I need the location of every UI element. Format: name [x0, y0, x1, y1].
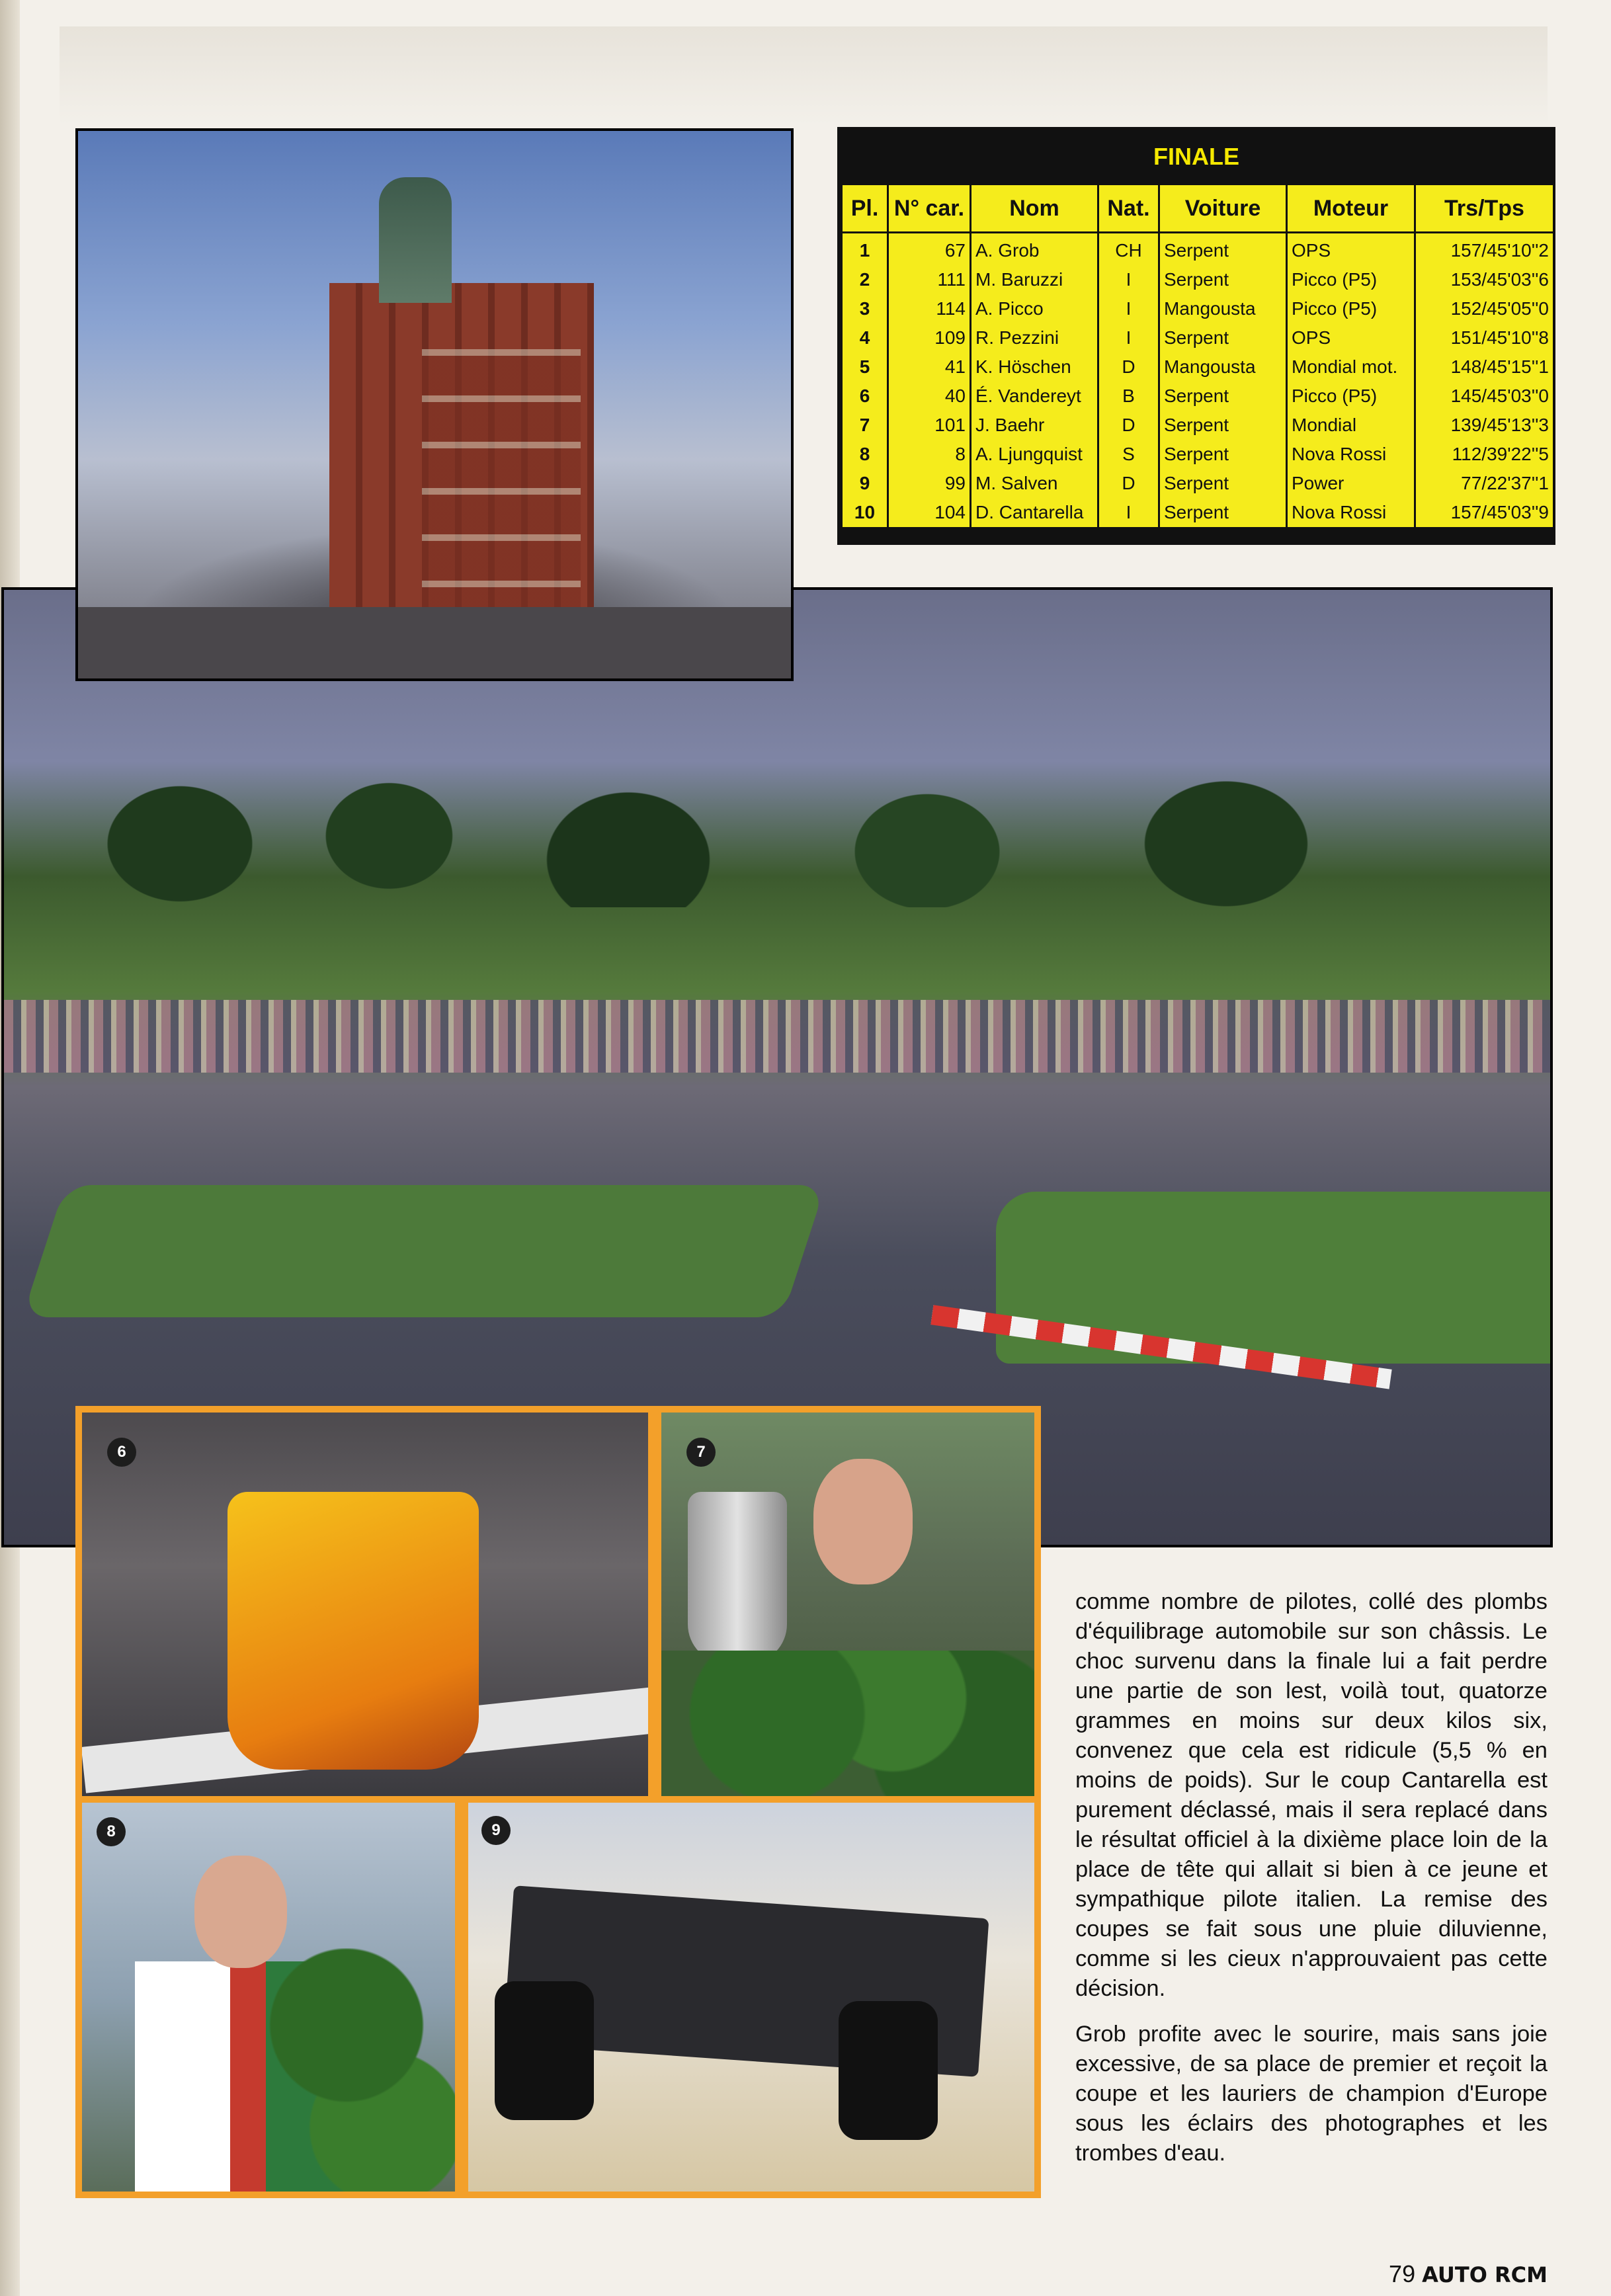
cell-pl: 6	[842, 382, 888, 411]
photo-number-badge: 9	[481, 1816, 511, 1845]
cell-nom: R. Pezzini	[971, 323, 1098, 352]
photo-number-badge: 7	[686, 1438, 716, 1467]
cell-tps: 77/22'37''1	[1415, 469, 1554, 498]
cell-nom: J. Baehr	[971, 411, 1098, 440]
photo-building	[75, 128, 794, 681]
cell-car: 114	[888, 294, 971, 323]
cell-pl: 1	[842, 233, 888, 266]
cell-tps: 152/45'05''0	[1415, 294, 1554, 323]
photo-8-driver	[75, 1796, 462, 2198]
cell-moteur: Power	[1287, 469, 1415, 498]
table-row	[842, 265, 1554, 294]
cell-voiture: Serpent	[1159, 411, 1287, 440]
cell-moteur: Nova Rossi	[1287, 498, 1415, 527]
photo-number-badge: 8	[97, 1817, 126, 1846]
cell-nat: CH	[1098, 233, 1159, 266]
table-row	[842, 469, 1554, 498]
header-nom: Nom	[971, 184, 1098, 233]
header-nat: Nat.	[1098, 184, 1159, 233]
header-tps: Trs/Tps	[1415, 184, 1554, 233]
cell-nat: I	[1098, 323, 1159, 352]
cell-moteur: OPS	[1287, 323, 1415, 352]
cell-voiture: Serpent	[1159, 440, 1287, 469]
page-number: 79	[1389, 2260, 1416, 2287]
cell-pl: 5	[842, 352, 888, 382]
cell-pl: 8	[842, 440, 888, 469]
header-voiture: Voiture	[1159, 184, 1287, 233]
cell-tps: 148/45'15''1	[1415, 352, 1554, 382]
header-moteur: Moteur	[1287, 184, 1415, 233]
cell-tps: 112/39'22''5	[1415, 440, 1554, 469]
table-row	[842, 323, 1554, 352]
header-car: N° car.	[888, 184, 971, 233]
results-header-row	[842, 184, 1554, 233]
table-row	[842, 382, 1554, 411]
cell-tps: 153/45'03''6	[1415, 265, 1554, 294]
cell-nom: M. Salven	[971, 469, 1098, 498]
cell-pl: 9	[842, 469, 888, 498]
page-footer	[1389, 2260, 1548, 2288]
cell-car: 99	[888, 469, 971, 498]
table-row	[842, 440, 1554, 469]
cell-car: 40	[888, 382, 971, 411]
results-title: FINALE	[841, 130, 1552, 183]
table-row	[842, 498, 1554, 527]
cell-nom: D. Cantarella	[971, 498, 1098, 527]
table-row	[842, 411, 1554, 440]
cell-moteur: OPS	[1287, 233, 1415, 266]
cell-car: 101	[888, 411, 971, 440]
cell-nat: B	[1098, 382, 1159, 411]
cell-voiture: Serpent	[1159, 265, 1287, 294]
article-paragraph: comme nombre de pilotes, collé des plombs d'équilibrage automobile sur son châssis. Le choc survenu dans la finale lui a fait perdre une partie de son lest, voilà tout, quatorze grammes en moins sur deux kilos six, convenez que cela est ridicule (5,5 % en moins de poids). Sur le coup Cantarella est purement déclassé, mais il sera replacé dans le résultat officiel à la dixième place loin de la place de tête qui allait si bien à ce jeune et sympathique pilote italien. La remise des coupes se fait sous une pluie diluvienne, comme si les cieux n'approuvaient pas cette décision.	[1075, 1589, 1548, 2001]
cell-nom: É. Vandereyt	[971, 382, 1098, 411]
table-row	[842, 294, 1554, 323]
cell-nat: D	[1098, 411, 1159, 440]
cell-tps: 157/45'10''2	[1415, 233, 1554, 266]
cell-nat: I	[1098, 294, 1159, 323]
article-body	[1075, 1587, 1548, 2184]
cell-voiture: Serpent	[1159, 323, 1287, 352]
cell-pl: 7	[842, 411, 888, 440]
header-pl: Pl.	[842, 184, 888, 233]
table-row	[842, 352, 1554, 382]
cell-nom: A. Ljungquist	[971, 440, 1098, 469]
cell-nat: I	[1098, 265, 1159, 294]
cell-moteur: Picco (P5)	[1287, 265, 1415, 294]
cell-voiture: Serpent	[1159, 498, 1287, 527]
cell-nom: M. Baruzzi	[971, 265, 1098, 294]
article-paragraph: Grob profite avec le sourire, mais sans joie excessive, de sa place de premier et reçoit la coupe et les lauriers de champion d'Europe sous les éclairs des photographes et les trombes d'eau.	[1075, 2022, 1548, 2166]
cell-nat: D	[1098, 352, 1159, 382]
background-bleed	[60, 26, 1548, 126]
cell-voiture: Serpent	[1159, 233, 1287, 266]
cell-nom: A. Picco	[971, 294, 1098, 323]
cell-car: 41	[888, 352, 971, 382]
cell-pl: 4	[842, 323, 888, 352]
cell-voiture: Serpent	[1159, 382, 1287, 411]
cell-nat: D	[1098, 469, 1159, 498]
cell-car: 8	[888, 440, 971, 469]
cell-pl: 2	[842, 265, 888, 294]
cell-car: 111	[888, 265, 971, 294]
cell-nat: I	[1098, 498, 1159, 527]
magazine-name: AUTO RCM	[1422, 2262, 1548, 2287]
cell-voiture: Mangousta	[1159, 294, 1287, 323]
cell-car: 67	[888, 233, 971, 266]
cell-moteur: Mondial	[1287, 411, 1415, 440]
cell-car: 109	[888, 323, 971, 352]
photo-7-winner	[655, 1406, 1041, 1803]
cell-tps: 151/45'10''8	[1415, 323, 1554, 352]
cell-moteur: Nova Rossi	[1287, 440, 1415, 469]
cell-pl: 3	[842, 294, 888, 323]
photo-race-track	[1, 587, 1553, 1547]
cell-nom: K. Höschen	[971, 352, 1098, 382]
cell-moteur: Picco (P5)	[1287, 294, 1415, 323]
cell-tps: 157/45'03''9	[1415, 498, 1554, 527]
cell-pl: 10	[842, 498, 888, 527]
cell-tps: 145/45'03''0	[1415, 382, 1554, 411]
photo-number-badge: 6	[107, 1438, 136, 1467]
cell-voiture: Serpent	[1159, 469, 1287, 498]
cell-moteur: Mondial mot.	[1287, 352, 1415, 382]
table-row	[842, 233, 1554, 266]
cell-tps: 139/45'13''3	[1415, 411, 1554, 440]
cell-nom: A. Grob	[971, 233, 1098, 266]
cell-voiture: Mangousta	[1159, 352, 1287, 382]
cell-car: 104	[888, 498, 971, 527]
results-table	[837, 127, 1555, 545]
cell-moteur: Picco (P5)	[1287, 382, 1415, 411]
photo-9-chassis	[462, 1796, 1041, 2198]
cell-nat: S	[1098, 440, 1159, 469]
photo-6-car	[75, 1406, 655, 1803]
